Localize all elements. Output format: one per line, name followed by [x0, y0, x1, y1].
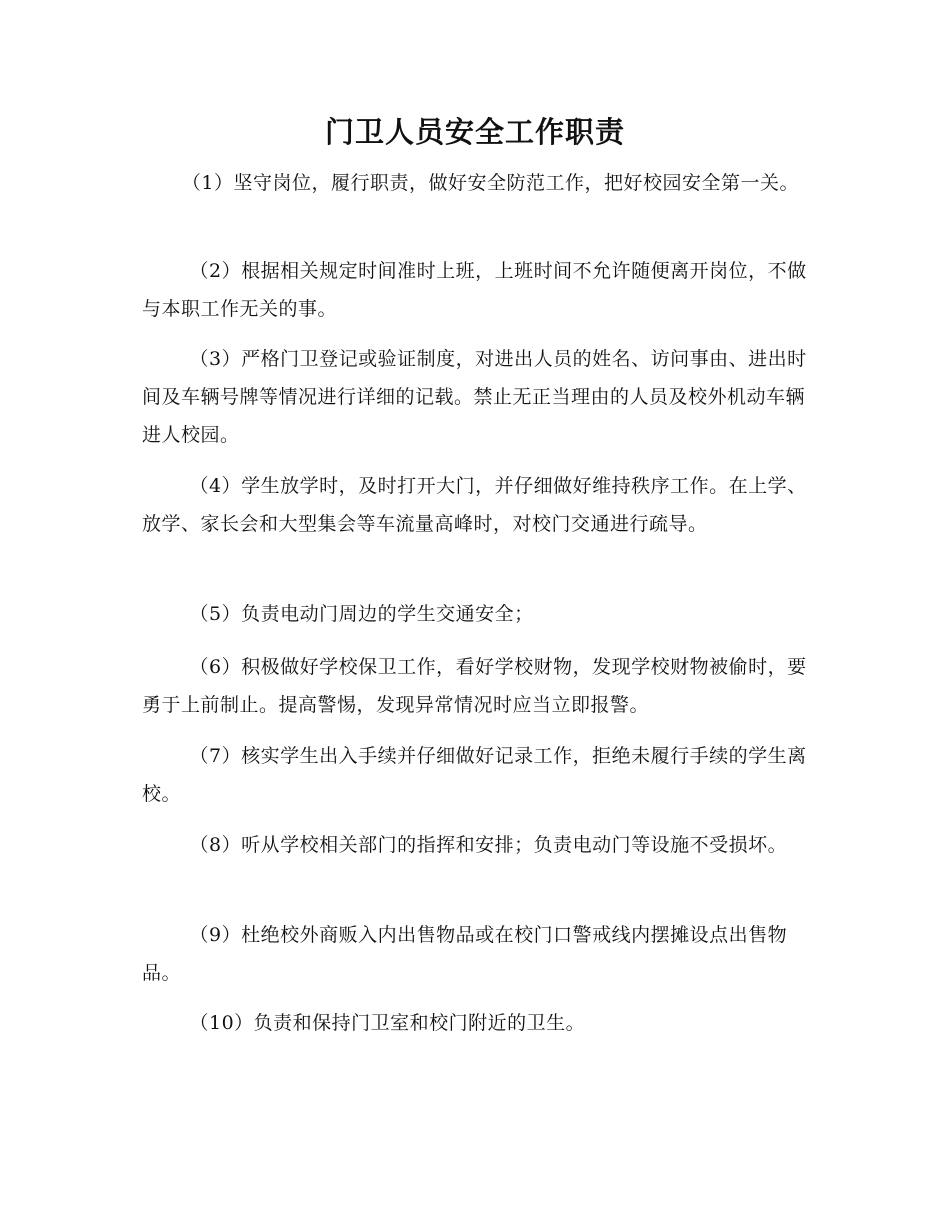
- paragraph-7: （7）核实学生出入手续并仔细做好记录工作，拒绝未履行手续的学生离校。: [142, 745, 807, 805]
- paragraph-2: （2）根据相关规定时间准时上班，上班时间不允许随便离开岗位，不做与本职工作无关的事。: [142, 260, 807, 320]
- paragraph-3: （3）严格门卫登记或验证制度，对进出人员的姓名、访问事由、进出时间及车辆号牌等情况进行详细的记载。禁止无正当理由的人员及校外机动车辆进人校园。: [142, 348, 807, 446]
- paragraph-10: （10）负责和保持门卫室和校门附近的卫生。: [189, 1012, 586, 1034]
- paragraph-4: （4）学生放学时，及时打开大门，并仔细做好维持秩序工作。在上学、放学、家长会和大型集会等车流量高峰时，对校门交通进行疏导。: [142, 475, 807, 535]
- paragraph-6: （6）积极做好学校保卫工作，看好学校财物，发现学校财物被偷时，要勇于上前制止。提高警惕，发现异常情况时应当立即报警。: [142, 656, 807, 716]
- paragraph-8: （8）听从学校相关部门的指挥和安排；负责电动门等设施不受损坏。: [189, 834, 788, 856]
- paragraph-5: （5）负责电动门周边的学生交通安全；: [189, 603, 534, 625]
- paragraph-9: （9）杜绝校外商贩入内出售物品或在校门口警戒线内摆摊设点出售物品。: [142, 924, 788, 984]
- document-title: 门卫人员安全工作职责: [324, 115, 625, 149]
- paragraph-1: （1）坚守岗位，履行职责，做好安全防范工作，把好校园安全第一关。: [181, 172, 799, 194]
